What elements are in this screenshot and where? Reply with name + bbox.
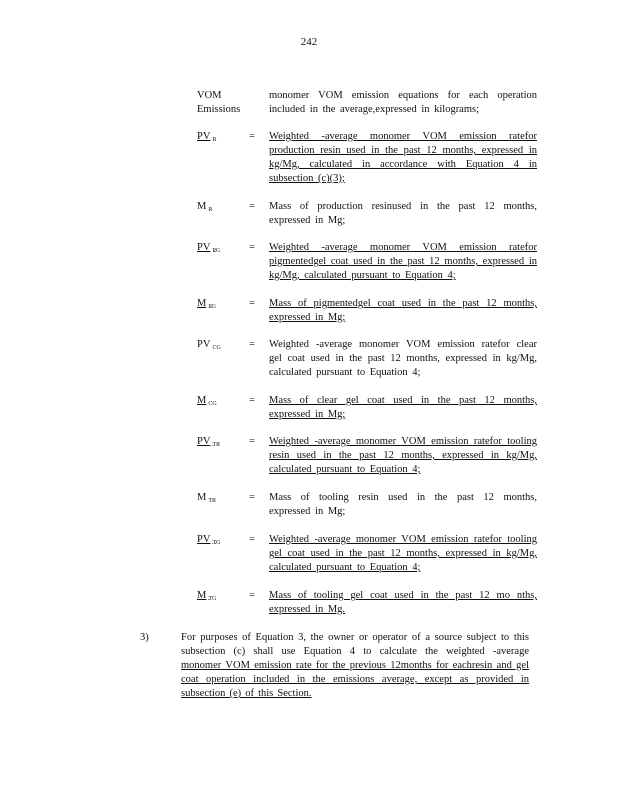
definition-term [197, 89, 257, 117]
equals-sign: = [249, 298, 255, 309]
equals-sign: = [249, 339, 255, 350]
definition-term: M $_{TR}$ [197, 492, 217, 504]
equals-sign: = [249, 201, 255, 212]
page-number: 242 [300, 36, 318, 48]
term-line-1: VOM [197, 90, 222, 101]
definition-term: M $_{TG}$ [197, 590, 217, 602]
definition-term: PV $_{CG}$ [197, 339, 221, 351]
definition-description: Weighted -average monomer VOM emission ratefor tooling gel coat used in the past 12 months, expressed in kg/Mg, calculated pursuant to Equation 4; [269, 534, 537, 573]
definition-term: M $_R$ [197, 201, 213, 213]
definition-term: PV $_{TR}$ [197, 436, 221, 448]
paragraph-text-underlined: monomer VOM emission rate for the previous 12months for eachresin and gel coat operation included in the emissions average, except as provided in subsection (e) of this Section. [181, 660, 529, 699]
definition-description: Mass of pigmentedgel coat used in the past 12 months, expressed in Mg; [269, 298, 537, 323]
definition-term: PV $_{PG}$ [197, 242, 221, 254]
equals-sign: = [249, 436, 255, 447]
definition-term: M $_{PG}$ [197, 298, 217, 310]
equals-sign: = [249, 131, 255, 142]
definition-description: Weighted -average monomer VOM emission ratefor pigmentedgel coat used in the past 12 months, expressed in kg/Mg, calculated pursuant to Equation 4; [269, 242, 537, 281]
definition-description: Mass of tooling gel coat used in the past 12 mo nths, expressed in Mg. [269, 590, 537, 615]
equals-sign: = [249, 242, 255, 253]
definition-description: monomer VOM emission equations for each operation included in the average,expressed in kilograms; [269, 90, 537, 115]
paragraph-text-plain: For purposes of Equation 3, the owner or operator of a source subject to this subsection (c) shall use Equation 4 to calculate the weighted -average [181, 632, 529, 657]
definition-description: Weighted -average monomer VOM emission ratefor clear gel coat used in the past 12 months, expressed in kg/Mg, calculated pursuant to Equation 4; [269, 339, 537, 378]
definition-description: Mass of tooling resin used in the past 12 months, expressed in Mg; [269, 492, 537, 517]
equals-sign: = [249, 395, 255, 406]
definition-description: Weighted -average monomer VOM emission ratefor tooling resin used in the past 12 months, expressed in kg/Mg, calculated pursuant to Equation 4; [269, 436, 537, 475]
definition-description: Weighted -average monomer VOM emission ratefor production resin used in the past 12 months, expressed in kg/Mg, calculated in accordance with Equation 4 in subsection (c)(3); [269, 131, 537, 184]
definition-term: PV $_{TG}$ [197, 534, 221, 546]
definition-description: Mass of clear gel coat used in the past 12 months, expressed in Mg; [269, 395, 537, 420]
definition-description: Mass of production resinused in the past 12 months, expressed in Mg; [269, 201, 537, 226]
equals-sign: = [249, 492, 255, 503]
equals-sign: = [249, 590, 255, 601]
paragraph-text [181, 631, 529, 701]
definition-term: PV $_R$ [197, 131, 217, 143]
definition-term: M $_{CG}$ [197, 395, 217, 407]
paragraph-number: 3) [140, 632, 149, 643]
term-line-2: Emissions [197, 104, 241, 115]
equals-sign: = [249, 534, 255, 545]
